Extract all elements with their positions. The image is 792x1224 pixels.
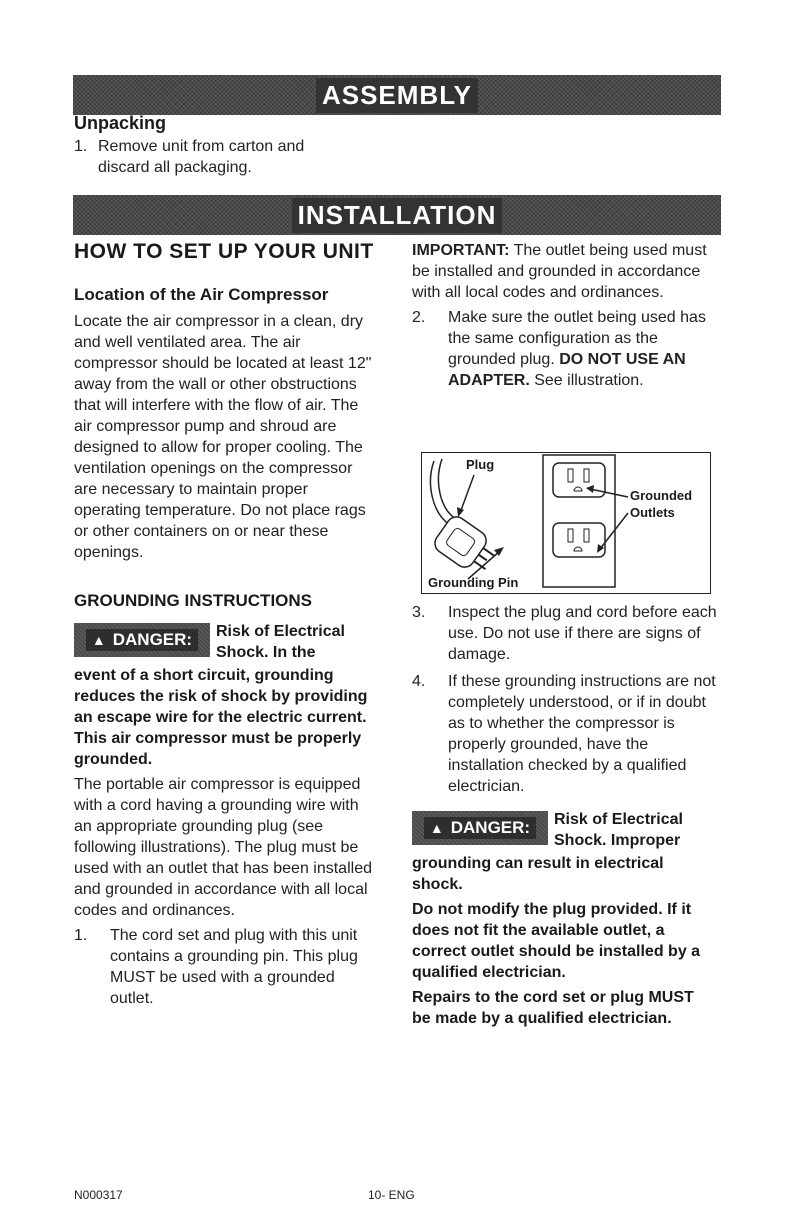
danger-notice-1: ▲ DANGER: Risk of Electrical Shock. In the [74, 621, 380, 665]
important-note: IMPORTANT: The outlet being used must be installed and grounded in accordance with all local codes and ordinances. [412, 242, 707, 301]
right-column-lower [412, 602, 722, 1029]
plug-outlet-illustration [421, 452, 711, 594]
plug-label: Plug [466, 457, 495, 472]
installation-banner [73, 195, 721, 235]
footer-page-number: 10- ENG [368, 1188, 415, 1202]
danger-text-4: Repairs to the cord set or plug MUST be made by a qualified electrician. [412, 989, 694, 1027]
outlets-label: Grounded Outlets [630, 488, 693, 520]
danger-badge: ▲ DANGER: [412, 811, 548, 845]
unpacking-section [74, 113, 374, 178]
grounding-paragraph: The portable air compressor is equipped with a cord having a grounding wire with an appropriate grounding plug (see following illustrations). The plug must be used with an outlet that has been installed and grounded in accordance with all local codes and ordinances. [74, 776, 372, 919]
list-item: 4. If these grounding instructions are not completely understood, or if in doubt as to whether the compressor is properly grounded, have the installation checked by a qualified electrician. [412, 673, 716, 795]
danger-text-3: Do not modify the plug provided. If it does not fit the available outlet, a correct outlet should be installed by a qualified electrician. [412, 901, 701, 981]
assembly-banner [73, 75, 721, 115]
footer-code: N000317 [74, 1188, 123, 1202]
list-item: 1. The cord set and plug with this unit contains a grounding pin. This plug MUST be used with a grounded outlet. [74, 927, 358, 1007]
plug-icon [431, 513, 501, 579]
left-column [74, 240, 380, 1009]
danger-text-1: event of a short circuit, grounding reduces the risk of shock by providing an escape wire for the electric current. This air compressor must be properly grounded. [74, 667, 368, 768]
installation-title: INSTALLATION [292, 198, 503, 233]
location-text: Locate the air compressor in a clean, dry and well ventilated area. The air compressor should be located at least 12" away from the wall or other obstructions that will interfere with the flow of air. The air compressor pump and shroud are designed to allow for proper cooling. The ventilation openings on the compressor are necessary to maintain proper operating temperature. Do not place rags or other containers on or near these openings. [74, 313, 372, 561]
location-heading: Location of the Air Compressor [74, 285, 329, 304]
assembly-title: ASSEMBLY [316, 78, 478, 113]
danger-notice-2: ▲ DANGER: Risk of Electrical Shock. Improper [412, 809, 722, 853]
grounding-heading: GROUNDING INSTRUCTIONS [74, 591, 312, 610]
unpacking-heading: Unpacking [74, 113, 167, 133]
page-title: HOW TO SET UP YOUR UNIT [74, 240, 374, 263]
plug-outlet-drawing [422, 453, 710, 593]
list-item: 2. Make sure the outlet being used has the same configuration as the grounded plug. DO NOT USE AN ADAPTER. See illustration. [412, 309, 706, 389]
danger-text-2: grounding can result in electrical shock. [412, 855, 664, 893]
warning-triangle-icon: ▲ [427, 819, 447, 837]
list-item: 1. Remove unit from carton and discard all packaging. [74, 138, 305, 176]
list-item: 3. Inspect the plug and cord before each use. Do not use if there are signs of damage. [412, 604, 717, 663]
warning-triangle-icon: ▲ [89, 631, 109, 649]
danger-badge: ▲ DANGER: [74, 623, 210, 657]
right-column [412, 240, 722, 391]
grounding-pin-label: Grounding Pin [428, 575, 519, 590]
